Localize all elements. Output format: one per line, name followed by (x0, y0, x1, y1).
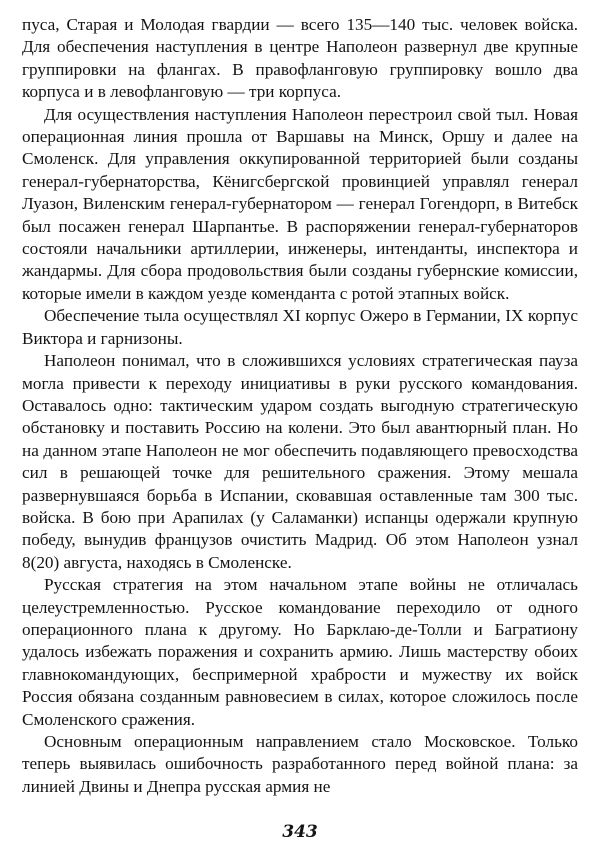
paragraph-4: Наполеон понимал, что в сложившихся условиях стратегическая пауза могла привести к переходу инициативы в руки русского командования. Оставалось одно: тактическим ударом создать выгодную стратегическую обстановку и поставить Россию на колени. Это был авантюрный план. Но на данном этапе Наполеон не мог обеспечить подавляющего превосходства сил в решающей точке для решительного сражения. Этому мешала развернувшаяся борьба в Испании, сковавшая оставленные там 300 тыс. войска. В бою при Арапилах (у Саламанки) испанцы одержали крупную победу, вынудив французов очистить Мадрид. Об этом Наполеон узнал 8(20) августа, находясь в Смоленске. (22, 351, 578, 572)
paragraph-5: Русская стратегия на этом начальном этапе войны не отличалась целеустремленностью. Русское командование переходило от одного операционного плана к другому. Но Барклаю-де-Толли и Багратиону удалось избежать поражения и сохранить армию. Лишь мастерству обоих главнокомандующих, беспримерной храбрости и мужеству их войск Россия обязана созданным равновесием в силах, которое сложилось после Смоленского сражения. (22, 575, 578, 729)
paragraph-1: пуса, Старая и Молодая гвардии — всего 135—140 тыс. человек войска. Для обеспечения наступления в центре Наполеон развернул две крупные группировки на флангах. В правофланговую группировку вошло два корпуса и в левофланговую — три корпуса. (22, 15, 578, 102)
page-body (22, 14, 578, 798)
paragraph-6: Основным операционным направлением стало Московское. Только теперь выявилась ошибочность разработанного перед войной плана: за линией Двины и Днепра русская армия не (22, 732, 578, 796)
paragraph-2: Для осуществления наступления Наполеон перестроил свой тыл. Новая операционная линия прошла от Варшавы на Минск, Оршу и далее на Смоленск. Для управления оккупированной территорией были созданы генерал-губернаторства, Кёнигсбергской провинцией управлял генерал Луазон, Виленским генерал-губернатором — генерал Гогендорп, в Витебск был посажен генерал Шарпантье. В распоряжении генерал-губернаторов состояли начальники артиллерии, инженеры, интенданты, инспектора и жандармы. Для сбора продовольствия были созданы губернские комиссии, которые имели в каждом уезде коменданта с ротой этапных войск. (22, 104, 578, 303)
paragraph-3: Обеспечение тыла осуществлял XI корпус Ожеро в Германии, IX корпус Виктора и гарнизоны. (22, 306, 578, 348)
page-number: 343 (282, 822, 318, 842)
